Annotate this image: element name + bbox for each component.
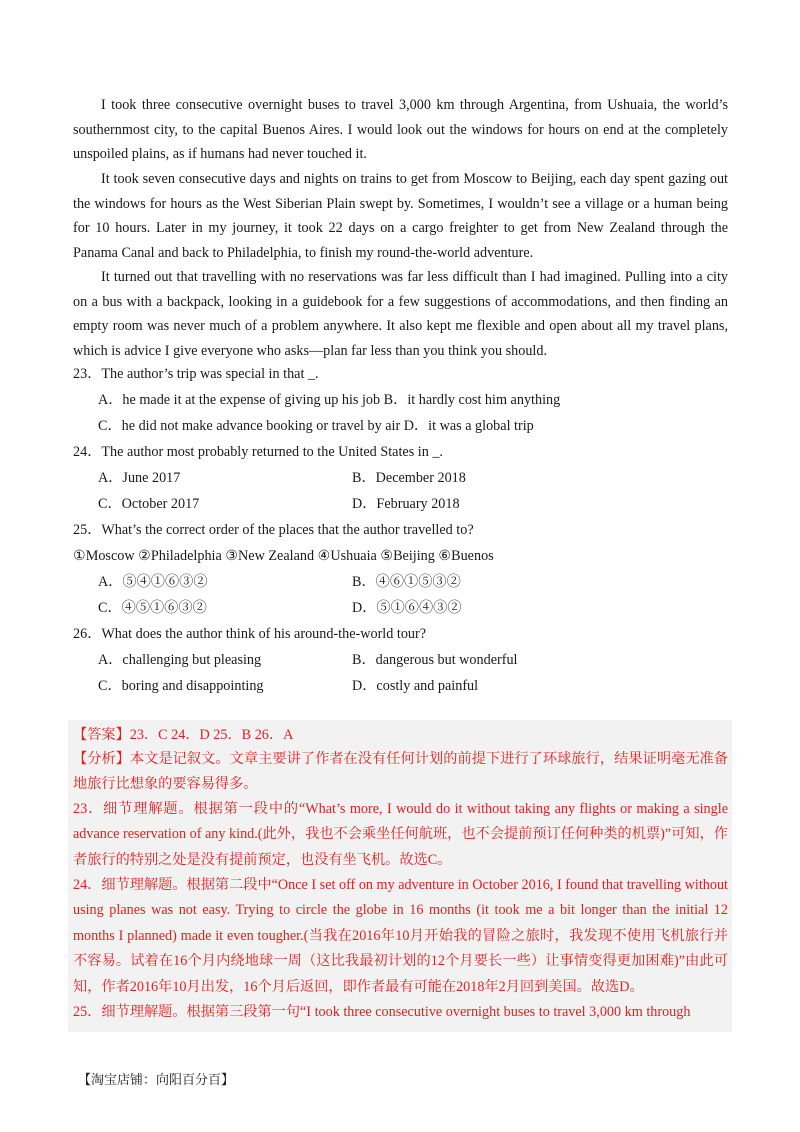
question-25-option-d: D．⑤①⑥④③② bbox=[352, 600, 462, 616]
passage-paragraph-2: It took seven consecutive days and nights on trains to get from Moscow to Beijing, each day spent gazing out the windows for hours as the West Siberian Plain swept by. Sometimes, I wouldn’t see a village or a human being for 10 hours. Later in my journey, it took 22 days on a cargo freighter to get from New Zealand through the Panama Canal and back to Philadelphia, to finish my round-the-world adventure. bbox=[73, 171, 728, 261]
question-24-option-a: A．June 2017 bbox=[98, 470, 181, 486]
question-26-option-a: A．challenging but pleasing bbox=[98, 652, 262, 668]
question-26-option-b: B．dangerous but wonderful bbox=[352, 652, 518, 668]
answer-key: 【答案】23．C 24．D 25．B 26．A bbox=[73, 727, 294, 743]
question-25-stem: 25．What’s the correct order of the places that the author travelled to? bbox=[73, 522, 474, 538]
question-25-option-a: A．⑤④①⑥③② bbox=[98, 574, 208, 590]
question-24-option-c: C．October 2017 bbox=[98, 496, 200, 512]
question-24-option-d: D．February 2018 bbox=[352, 496, 460, 512]
question-25-places: ①Moscow ②Philadelphia ③New Zealand ④Ushuaia ⑤Beijing ⑥Buenos bbox=[73, 548, 494, 564]
question-25-option-b: B．④⑥①⑤③② bbox=[352, 574, 461, 590]
answer-explanation-23: 23．细节理解题。根据第一段中的“What’s more, I would do it without taking any flights or making a single advance reservation of any kind.(此外，我也不会乘坐任何航班，也不会提前预订任何种类的机票)”可知，作者旅行的特别之处是没有提前预定，也没有坐飞机。故选C。 bbox=[73, 801, 728, 868]
question-24-option-b: B．December 2018 bbox=[352, 470, 466, 486]
question-23-options-line-2: C．he did not make advance booking or travel by air D．it was a global trip bbox=[98, 418, 534, 434]
question-23-options-line-1: A．he made it at the expense of giving up his job B．it hardly cost him anything bbox=[98, 392, 561, 408]
question-24-stem: 24．The author most probably returned to the United States in _. bbox=[73, 444, 443, 460]
answer-explanation-24: 24．细节理解题。根据第二段中“Once I set off on my adventure in October 2016, I found that travelling without using planes was not easy. Trying to circle the globe in 16 months (it took me a bit longer than the initial 12 months I planned) made it even tougher.(当我在2016年10月开始我的冒险之旅时，我发现不使用飞机旅行并不容易。试着在16个月内绕地球一周（这比我最初计划的12个月要长一些）让事情变得更加困难)”由此可知，作者2016年10月出发，16个月后返回，即作者最有可能在2018年2月回到美国。故选D。 bbox=[73, 877, 729, 995]
passage-paragraph-1: I took three consecutive overnight buses to travel 3,000 km through Argentina, from Ushuaia, the world’s southernmost city, to the capital Buenos Aires. I would look out the windows for hours on end at the completely unspoiled plains, as if humans had never touched it. bbox=[73, 97, 728, 163]
question-26-option-d: D．costly and painful bbox=[352, 678, 479, 694]
question-26-stem: 26．What does the author think of his around-the-world tour? bbox=[73, 626, 427, 642]
question-26-option-c: C．boring and disappointing bbox=[98, 678, 264, 694]
question-25-option-c: C．④⑤①⑥③② bbox=[98, 600, 207, 616]
footer-shop-label: 【淘宝店铺：向阳百分百】 bbox=[78, 1072, 235, 1087]
answer-explanation-25: 25．细节理解题。根据第三段第一句“I took three consecutive overnight buses to travel 3,000 km through bbox=[73, 1004, 691, 1020]
passage-paragraph-3: It turned out that travelling with no reservations was far less difficult than I had imagined. Pulling into a city on a bus with a backpack, looking in a guidebook for a few suggestions of accommodations, and then finding an empty room was never much of a problem anywhere. It also kept me flexible and open about all my travel plans, which is advice I give everyone who asks—plan far less than you think you should. bbox=[73, 269, 728, 359]
answer-analysis: 【分析】本文是记叙文。文章主要讲了作者在没有任何计划的前提下进行了环球旅行，结果证明毫无准备地旅行比想象的要容易得多。 bbox=[73, 751, 728, 793]
question-23-stem: 23．The author’s trip was special in that _. bbox=[73, 366, 319, 382]
